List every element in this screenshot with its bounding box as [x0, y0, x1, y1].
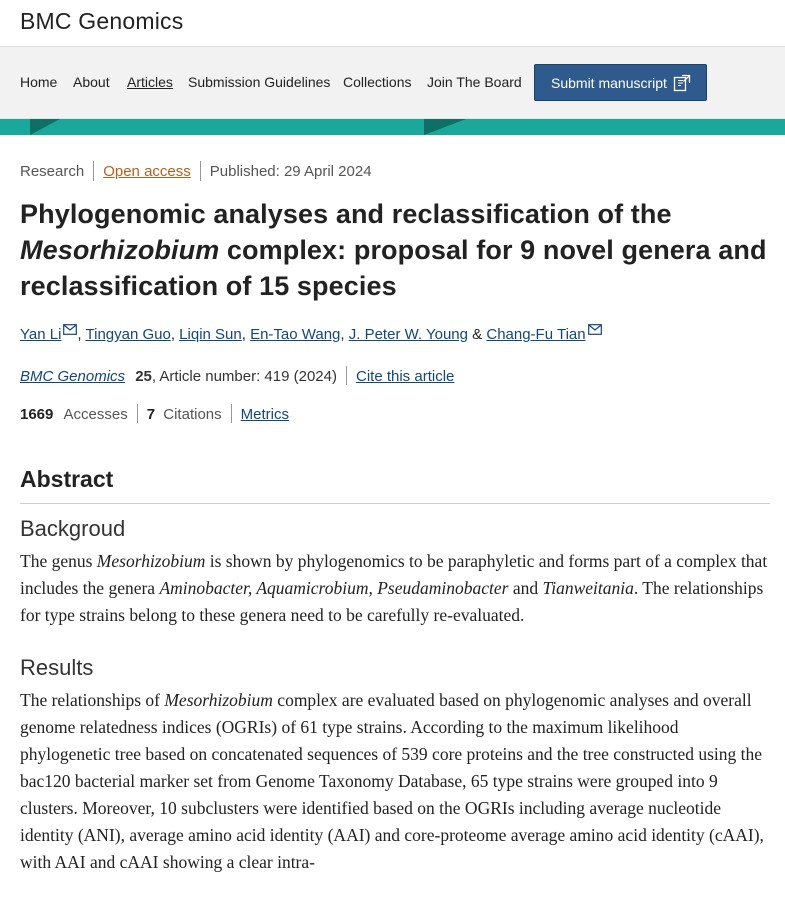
volume-number: 25	[135, 368, 152, 385]
citation-info	[20, 366, 770, 388]
text-run: and	[508, 578, 543, 598]
title-italic-genus: Mesorhizobium	[20, 235, 220, 265]
text-run: . The relationships for type strains belong to these genera need to be carefully re-evaluated.	[20, 578, 764, 625]
italic-genus: Aminobacter, Aquamicrobium, Pseudaminobacter	[159, 578, 509, 598]
external-link-icon	[673, 74, 691, 92]
nav-collections[interactable]: Collections	[343, 74, 412, 90]
submit-manuscript-label: Submit manuscript	[551, 74, 667, 91]
title-text: complex: proposal for 9 novel genera and reclassification of 15 species	[20, 235, 767, 301]
background-paragraph	[20, 548, 770, 629]
article-meta	[20, 160, 770, 182]
divider	[346, 366, 347, 385]
article-metrics	[20, 404, 770, 426]
divider	[137, 404, 138, 423]
mail-icon[interactable]	[63, 324, 77, 335]
results-paragraph	[20, 687, 770, 876]
cite-this-article-link[interactable]: Cite this article	[356, 368, 455, 385]
published-date: Published: 29 April 2024	[209, 162, 372, 180]
accesses-count: 1669	[20, 406, 54, 423]
author-link[interactable]: Yan Li	[20, 326, 62, 343]
nav-submission-guidelines[interactable]: Submission Guidelines	[188, 74, 331, 90]
title-text: Phylogenomic analyses and reclassification of the	[20, 199, 672, 229]
mail-icon[interactable]	[588, 324, 602, 335]
nav-home[interactable]: Home	[20, 74, 58, 90]
authors-ampersand: &	[472, 326, 483, 343]
site-header	[0, 0, 785, 47]
metrics-link[interactable]: Metrics	[240, 406, 289, 423]
citations-label: Citations	[163, 406, 222, 423]
article-title	[20, 196, 770, 304]
nav-join-the-board[interactable]: Join The Board	[427, 74, 522, 90]
italic-genus: Mesorhizobium	[164, 690, 273, 710]
abstract-heading: Abstract	[20, 466, 770, 504]
author-link[interactable]: Chang-Fu Tian	[486, 326, 586, 343]
divider	[200, 161, 201, 181]
article-type: Research	[20, 162, 85, 180]
text-run: is shown by phylogenomics to be paraphyletic and forms part of a complex that includes the genera	[20, 551, 768, 598]
author-link[interactable]: Tingyan Guo	[85, 326, 171, 343]
text-run: complex are evaluated based on phylogenomic analyses and overall genome relatedness indices (OGRIs) of 61 type strains. According to the maximum likelihood phylogenetic tree based on concatenated sequences of 539 core proteins and the tree constructed using the bac120 bacterial marker set from Genome Taxonomy Database, 65 type strains were grouped into 9 clusters. Moreover, 10 subclusters were identified based on the OGRIs including average nucleotide identity (ANI), average amino acid identity (AAI) and core-proteome average amino acid identity (cAAI), with AAI and cAAI showing a clear intra-	[20, 690, 764, 872]
article-content	[20, 160, 770, 876]
background-heading: Backgroud	[20, 516, 126, 541]
open-access-link[interactable]: Open access	[103, 162, 191, 180]
text-run: The relationships of	[20, 690, 165, 710]
article-number: , Article number: 419 (2024)	[151, 368, 337, 385]
band-notch	[424, 119, 466, 135]
submit-manuscript-button[interactable]	[534, 64, 707, 101]
band-notch	[30, 119, 60, 135]
author-link[interactable]: En-Tao Wang	[250, 326, 341, 343]
italic-genus: Tianweitania	[542, 578, 634, 598]
author-link[interactable]: Liqin Sun	[179, 326, 242, 343]
author-list: Yan Li , Tingyan Guo, Liqin Sun, En-Tao Wang, J. Peter W. Young & Chang-Fu Tian	[20, 324, 770, 346]
journal-logo-title[interactable]: BMC Genomics	[20, 8, 184, 34]
divider	[231, 404, 232, 423]
citations-count: 7	[146, 406, 156, 423]
accesses-label: Accesses	[63, 406, 128, 423]
results-heading: Results	[20, 655, 94, 680]
text-run: The genus	[20, 551, 97, 571]
nav-about[interactable]: About	[73, 74, 110, 90]
author-link[interactable]: J. Peter W. Young	[348, 326, 468, 343]
italic-genus: Mesorhizobium	[96, 551, 206, 571]
main-nav	[0, 47, 785, 119]
nav-articles[interactable]: Articles	[127, 74, 173, 90]
journal-link[interactable]: BMC Genomics	[20, 368, 126, 385]
divider	[93, 161, 94, 181]
header-accent-band	[0, 119, 785, 135]
